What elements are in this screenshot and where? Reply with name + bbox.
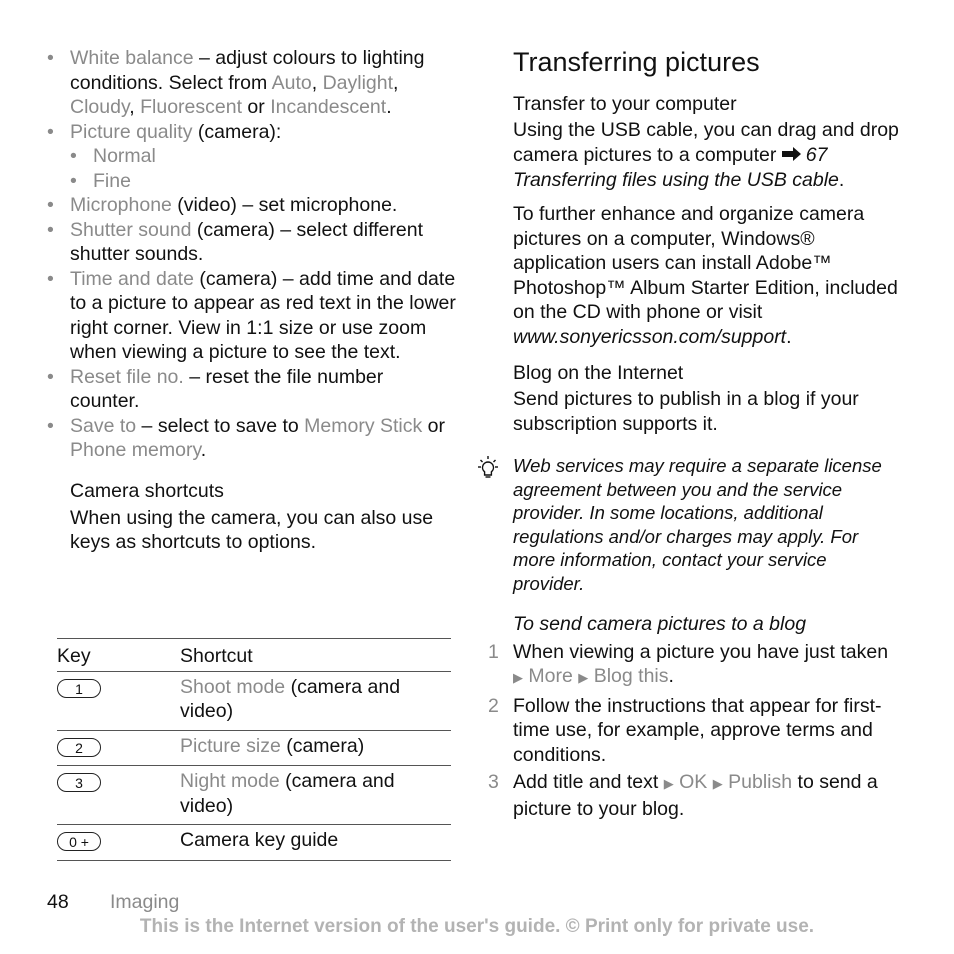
- step-text: Add title and text: [513, 771, 664, 794]
- shortcut-cell: [180, 730, 451, 766]
- table-header-row: [57, 639, 451, 672]
- step-end: to send a picture to your blog.: [513, 771, 878, 820]
- shortcut-text: (camera and video): [180, 770, 395, 817]
- section-name: Imaging: [110, 891, 180, 913]
- shortcut-text: Camera key guide: [180, 829, 339, 851]
- arrow-reference-icon: [782, 143, 802, 168]
- howto-heading: To send camera pictures to a blog: [513, 613, 807, 636]
- step-item: [488, 640, 903, 691]
- menu-blog-this: Blog this: [593, 665, 669, 688]
- step-number: 3: [488, 771, 499, 794]
- blog-text: Send pictures to publish in a blog if your subscription supports it.: [513, 388, 859, 435]
- menu-term: Night mode: [180, 770, 280, 792]
- key-cell: [57, 671, 180, 730]
- shortcut-cell: [180, 825, 451, 861]
- triangle-right-icon: ▶: [663, 776, 674, 792]
- step-text: When viewing a picture you have just taken: [513, 640, 889, 663]
- option-daylight: Daylight: [322, 71, 394, 94]
- item-text: – adjust colours to lighting conditions. Select from: [70, 47, 425, 94]
- menu-term: Shutter sound: [70, 218, 192, 241]
- transfer-end: .: [838, 168, 845, 191]
- sub-item-fine: • Fine: [70, 169, 457, 194]
- item-text: – reset the file number counter.: [70, 365, 384, 412]
- transfer-text: [513, 118, 903, 192]
- option-phone-memory: Phone memory: [70, 439, 201, 461]
- step-number: 1: [488, 640, 499, 663]
- sub-item-normal: • Normal: [70, 144, 457, 169]
- step-end: .: [668, 665, 674, 688]
- step-number: 2: [488, 694, 499, 717]
- transfer-heading: Transfer to your computer: [513, 93, 737, 115]
- settings-list: [47, 46, 457, 463]
- menu-term: Microphone: [70, 194, 172, 216]
- list-item: [47, 365, 457, 414]
- key-3-icon: 3: [57, 773, 101, 792]
- option-incandescent: Incandescent: [270, 96, 387, 118]
- menu-more: More: [528, 665, 573, 688]
- shortcuts-text: When using the camera, you can also use keys as shortcuts to options.: [70, 506, 434, 553]
- tip-text: Web services may require a separate license agreement between you and the service provider. In some locations, additional regulations and/or charges may apply. For more information, contact your service provider.: [513, 455, 882, 594]
- shortcut-table: [57, 638, 451, 861]
- step-text: Follow the instructions that appear for first-time use, for example, approve terms and conditions.: [513, 694, 882, 766]
- option-fluorescent: Fluorescent: [140, 96, 242, 118]
- shortcuts-heading: Camera shortcuts: [70, 479, 224, 502]
- menu-term: Picture size: [180, 734, 281, 757]
- step-item: [488, 694, 903, 768]
- list-item: [47, 120, 457, 194]
- triangle-right-icon: ▶: [578, 670, 589, 686]
- item-text: .: [386, 96, 392, 118]
- enhance-end: .: [786, 325, 792, 348]
- menu-term: Picture quality: [70, 120, 193, 143]
- list-item: [47, 218, 457, 267]
- table-row: [57, 730, 451, 766]
- triangle-right-icon: ▶: [712, 776, 723, 792]
- list-item: • White balance – adjust colours to lighting conditions. Select from Auto, Daylight, Cloudy, Fluorescent or Incandescent.: [47, 46, 457, 120]
- menu-term: Save to: [70, 414, 137, 437]
- key-0-plus-icon: 0 +: [57, 832, 101, 851]
- menu-publish: Publish: [728, 771, 793, 794]
- item-text: or: [242, 96, 271, 118]
- tip-note: [513, 454, 903, 595]
- item-text: or: [422, 414, 446, 437]
- table-row: [57, 825, 451, 861]
- key-1-icon: 1: [57, 679, 101, 698]
- col-header-key: Key: [57, 639, 180, 672]
- page-number: 48: [47, 891, 69, 913]
- item-text: (video) – set microphone.: [171, 194, 398, 216]
- copyright-notice: This is the Internet version of the user's guide. © Print only for private use.: [139, 916, 815, 937]
- blog-heading: Blog on the Internet: [513, 362, 684, 385]
- col-header-shortcut: Shortcut: [180, 639, 451, 672]
- key-cell: [57, 730, 180, 766]
- key-cell: [57, 766, 180, 825]
- item-text: – select to save to: [136, 414, 305, 437]
- shortcut-text: (camera): [280, 734, 365, 757]
- item-text: .: [200, 439, 207, 461]
- shortcut-cell: [180, 671, 451, 730]
- key-2-icon: 2: [57, 738, 101, 757]
- section-title: Transferring pictures: [513, 47, 760, 77]
- list-item: [47, 193, 457, 218]
- menu-term: Shoot mode: [180, 675, 286, 698]
- enhance-text: [513, 202, 903, 349]
- steps-list: [488, 640, 903, 822]
- shortcut-text: (camera and video): [180, 675, 401, 722]
- item-text: (camera) – select different shutter sounds.: [70, 218, 423, 265]
- lightbulb-icon: [473, 454, 503, 484]
- shortcuts-section: [47, 479, 457, 555]
- support-url-link[interactable]: www.sonyericsson.com/support: [513, 325, 787, 348]
- key-cell: [57, 825, 180, 861]
- right-column: [488, 46, 903, 824]
- left-column: [47, 46, 457, 555]
- transfer-body: Using the USB cable, you can drag and drop camera pictures to a computer: [513, 119, 899, 166]
- option-memory-stick: Memory Stick: [304, 414, 423, 437]
- list-item: [47, 414, 457, 463]
- reference-link[interactable]: 67 Transferring files using the USB cable: [513, 143, 839, 191]
- enhance-body: To further enhance and organize camera pictures on a computer, Windows® application users can install Adobe™ Photoshop™ Album Starter Edition, included on the CD with phone or visit: [513, 203, 898, 324]
- item-text: (camera) – add time and date to a picture to appear as red text in the lower right corner. View in 1:1 size or use zoom when viewing a picture to see the text.: [70, 267, 456, 363]
- list-item: [47, 267, 457, 365]
- table-row: [57, 671, 451, 730]
- sub-list: [70, 144, 457, 193]
- option-auto: Auto: [271, 71, 312, 94]
- item-text: (camera):: [192, 120, 282, 143]
- menu-term: White balance: [70, 47, 194, 69]
- triangle-right-icon: ▶: [513, 670, 523, 686]
- option-cloudy: Cloudy: [70, 96, 130, 118]
- step-item: [488, 770, 903, 821]
- menu-term: Time and date: [70, 267, 194, 290]
- shortcut-cell: [180, 766, 451, 825]
- menu-ok: OK: [679, 771, 708, 794]
- table-row: [57, 766, 451, 825]
- menu-term: Reset file no.: [70, 365, 184, 388]
